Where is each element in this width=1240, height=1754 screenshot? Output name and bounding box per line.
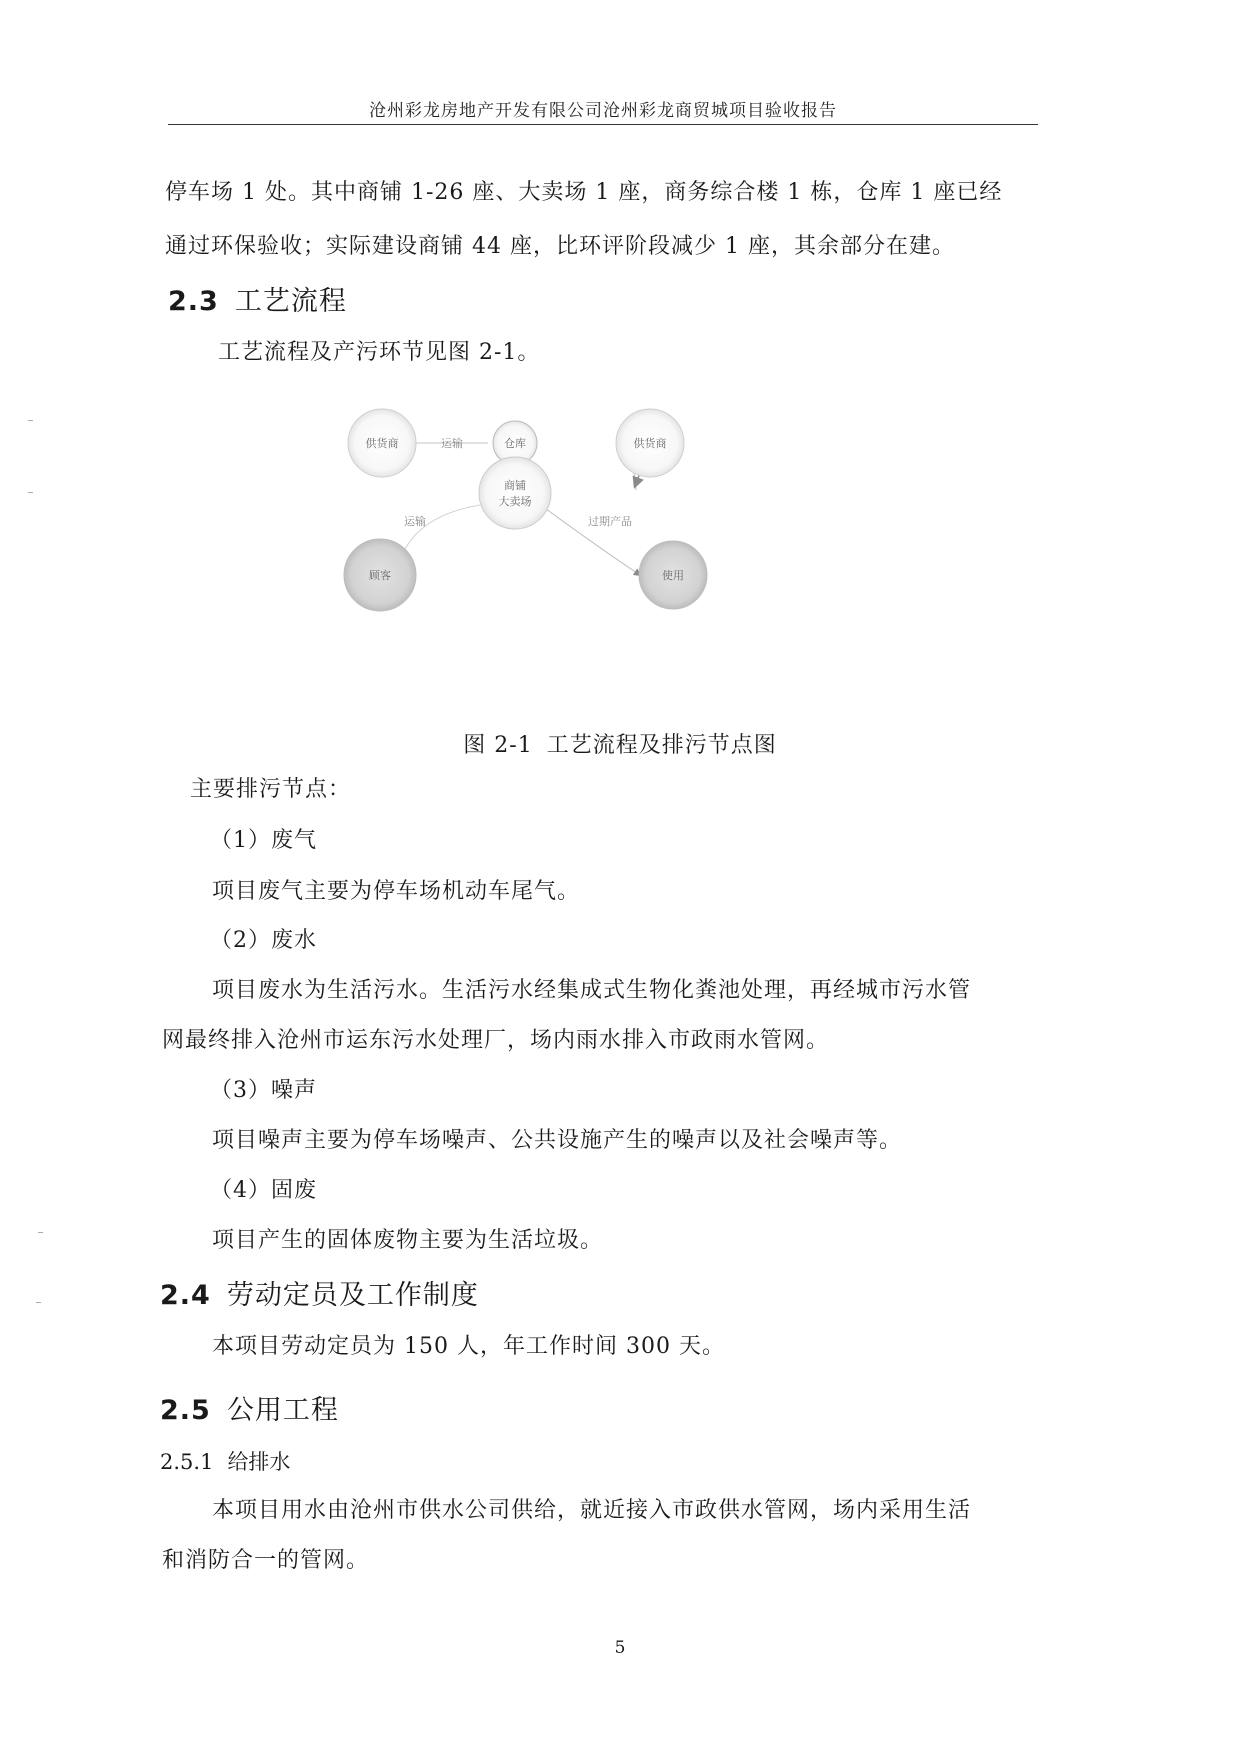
pollution-item-text: 项目产生的固体废物主要为生活垃圾。 [212,1228,604,1253]
node-use-label: 使用 [662,569,684,582]
section-2-4-heading [160,1273,479,1312]
section-number: 2.5 [160,1395,211,1426]
section-2-5-1-line-1: 本项目用水由沧州市供水公司供给，就近接入市政供水管网，场内采用生活 [212,1498,972,1523]
pollution-item-label: （4）固废 [210,1178,317,1203]
edge-label-transport-left: 运输 [404,515,426,528]
subsection-number: 2.5.1 [160,1450,214,1474]
section-2-3-paragraph: 工艺流程及产污环节见图 2-1。 [218,340,541,365]
pollution-item-label: （2）废水 [210,928,317,953]
figure-title: 工艺流程及排污节点图 [546,733,777,758]
section-title: 工艺流程 [234,286,347,317]
pollution-intro: 主要排污节点： [190,777,352,802]
section-2-5-heading [160,1388,339,1427]
page-number: 5 [614,1638,626,1658]
node-shop [479,457,551,529]
node-supplier-left-label: 供货商 [365,437,399,450]
section-2-5-1-heading [160,1446,290,1476]
intro-line-1: 停车场 1 处。其中商铺 1-26 座、大卖场 1 座，商务综合楼 1 栋，仓库 1 座已经 [165,180,1003,205]
section-2-5-1-line-2: 和消防合一的管网。 [162,1548,370,1573]
edge-label-transport-top: 运输 [441,437,463,450]
intro-line-2: 通过环保验收；实际建设商铺 44 座，比环评阶段减少 1 座，其余部分在建。 [165,234,955,259]
node-customer-label: 顾客 [369,569,391,582]
node-shop-label-2: 大卖场 [498,495,532,508]
scan-speck [36,1302,41,1303]
node-warehouse-label: 仓库 [504,437,526,450]
edge-label-products: 过期产品 [588,515,632,528]
pollution-item-text: 项目废水为生活污水。生活污水经集成式生物化粪池处理，再经城市污水管 [212,978,972,1003]
running-header: 沧州彩龙房地产开发有限公司沧州彩龙商贸城项目验收报告 [369,101,837,121]
node-shop-label-1: 商铺 [504,479,526,492]
pollution-item-text: 项目噪声主要为停车场噪声、公共设施产生的噪声以及社会噪声等。 [212,1128,903,1153]
section-title: 劳动定员及工作制度 [226,1280,479,1311]
section-2-3-heading [168,279,347,318]
pollution-item-text: 项目废气主要为停车场机动车尾气。 [212,879,581,904]
header-rule [168,124,1038,125]
section-title: 公用工程 [226,1395,339,1426]
scan-speck [28,420,33,421]
node-supplier-right-label: 供货商 [633,437,667,450]
figure-number: 图 2-1 [463,733,533,758]
pollution-item-text: 网最终排入沧州市运东污水处理厂，场内雨水排入市政雨水管网。 [162,1028,830,1053]
process-flow-diagram [340,395,780,695]
section-2-4-paragraph: 本项目劳动定员为 150 人，年工作时间 300 天。 [212,1334,725,1359]
section-number: 2.4 [160,1280,211,1311]
edge-shop-customer [402,505,480,555]
scan-speck [28,492,33,493]
figure-caption [0,728,1240,759]
pollution-item-label: （1）废气 [210,828,317,853]
pollution-item-label: （3）噪声 [210,1078,317,1103]
scan-speck [38,1232,43,1233]
section-number: 2.3 [168,286,219,317]
edge-shop-use [538,503,640,575]
subsection-title: 给排水 [227,1450,291,1474]
